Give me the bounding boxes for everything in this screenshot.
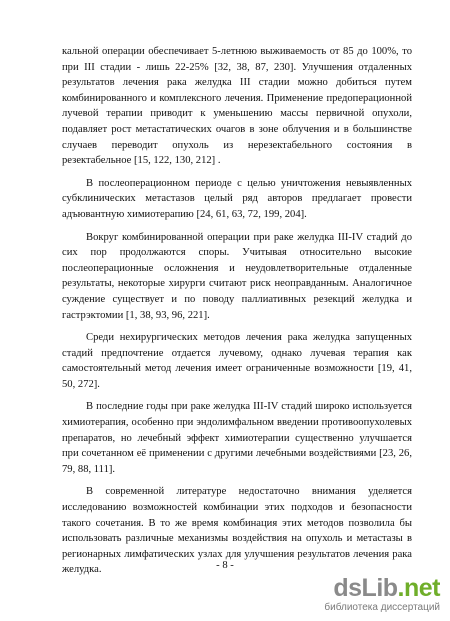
body-text	[62, 44, 412, 578]
dslib-logo	[302, 574, 440, 602]
page-number: - 8 -	[216, 560, 234, 571]
dslib-brand-name: dsLib	[333, 574, 398, 602]
paragraph-5: В последние годы при раке желудка III-IV стадий широко используется химиотерапия, особенно при эндолимфальном введении противоопухолевых препаратов, но лечебный эффект химиотерапии существенно улучшается при сочетанном её применении с другими лечебными воздействиями [23, 26, 79, 88, 111].	[62, 401, 412, 475]
paragraph-1: кальной операции обеспечивает 5-летнюю выживаемость от 85 до 100%, то при III стадии - лишь 22-25% [32, 38, 87, 230]. Улучшения отдаленных результатов лечения рака желудка III стадии можно добиться путем комбинированного и комплексного лечения. Применение предоперационной лучевой терапии приводит к уменьшению массы первичной опухоли, подавляет рост метастатических очагов в зоне облучения и в большинстве случаев переводит опухоль из нерезектабельного состояния в резектабельное [15, 122, 130, 212] .	[62, 46, 412, 167]
dslib-brand-domain: .net	[397, 574, 440, 602]
paragraph-3: Вокруг комбинированной операции при раке желудка III-IV стадий до сих пор продолжаются споры. Учитывая относительно высокие послеоперационные осложнения и неудовлетворительные отдаленные результаты, некоторые хирурги считают риск неоправданным. Аналогичное суждение существует и по поводу паллиативных резекций желудка и гастрэктомии [1, 38, 93, 96, 221].	[62, 231, 412, 321]
paragraph-4: Среди нехирургических методов лечения рака желудка запущенных стадий предпочтение отдается лучевому, однако лучевая терапия как самостоятельный метод лечения имеет ограниченные возможности [19, 41, 50, 272].	[62, 332, 412, 390]
dslib-watermark	[302, 574, 440, 616]
paragraph-6: В современной литературе недостаточно внимания уделяется исследованию возможностей комбинации этих подходов и безопасности такого сочетания. В то же время комбинация этих методов позволила бы использовать различные механизмы воздействия на опухоль и метастазы в регионарных лимфатических узлах для улучшения результатов лечения рака желудка.	[62, 486, 412, 576]
paragraph-2: В послеоперационном периоде с целью уничтожения невыявленных субклинических метастазов целый ряд авторов предлагает провести адъювантную химиотерапию [24, 61, 63, 72, 199, 204].	[62, 177, 412, 220]
dslib-subtitle: библиотека диссертаций	[324, 602, 440, 613]
